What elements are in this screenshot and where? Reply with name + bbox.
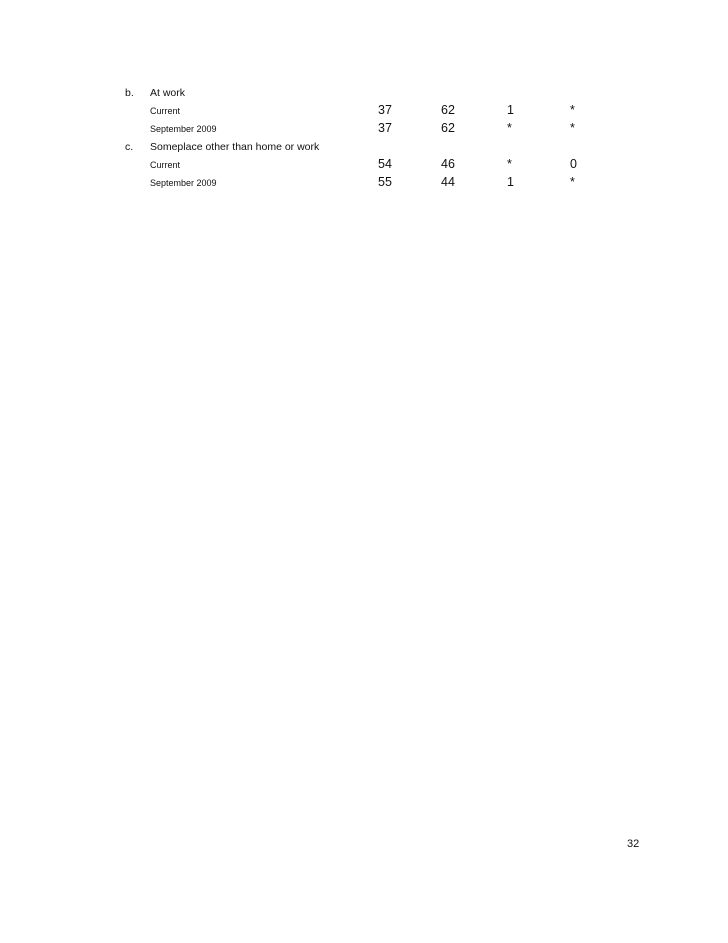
table-row: [0, 121, 728, 139]
section-heading: Someplace other than home or work: [150, 141, 320, 153]
section-letter: b.: [125, 87, 134, 99]
table-cell: 62: [441, 121, 455, 135]
table-row: [0, 175, 728, 193]
table-cell: *: [570, 103, 575, 117]
table-cell: 1: [507, 103, 514, 117]
table-cell: *: [507, 121, 512, 135]
row-label: September 2009: [150, 178, 217, 188]
table-cell: *: [570, 121, 575, 135]
table-cell: 44: [441, 175, 455, 189]
table-cell: 46: [441, 157, 455, 171]
table-cell: 37: [378, 121, 392, 135]
table-cell: 1: [507, 175, 514, 189]
table-cell: 54: [378, 157, 392, 171]
section-letter: c.: [125, 141, 134, 153]
table-row: [0, 103, 728, 121]
table-cell: 55: [378, 175, 392, 189]
row-label: September 2009: [150, 124, 217, 134]
table-row: [0, 157, 728, 175]
row-label: Current: [150, 160, 181, 170]
page-number: 32: [627, 838, 640, 850]
table-cell: 0: [570, 157, 577, 171]
table-cell: *: [507, 157, 512, 171]
table-cell: *: [570, 175, 575, 189]
table-cell: 62: [441, 103, 455, 117]
row-label: Current: [150, 106, 181, 116]
section-heading: At work: [150, 87, 186, 99]
table-cell: 37: [378, 103, 392, 117]
